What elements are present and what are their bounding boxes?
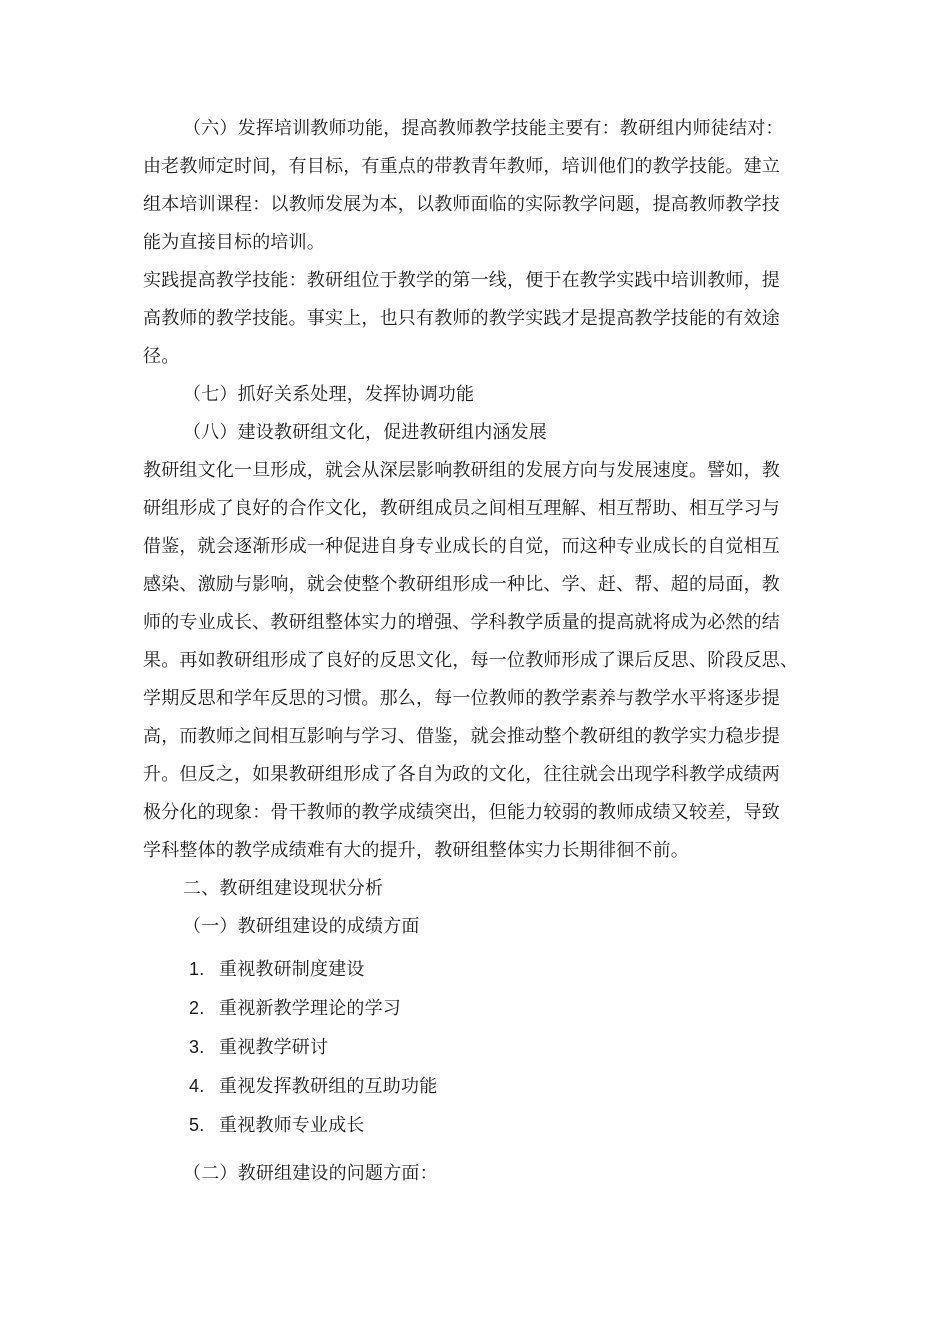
achievement-item bbox=[189, 957, 365, 982]
section7-heading: （七）抓好关系处理，发挥协调功能 bbox=[183, 384, 475, 405]
section8-line-10: 极分化的现象：骨干教师的教学成绩突出，但能力较弱的教师成绩又较差，导致 bbox=[143, 802, 780, 823]
section6-line-2: 组本培训课程：以教师发展为本，以教师面临的实际教学问题，提高教师教学技 bbox=[143, 194, 780, 215]
section8-line-6: 果。再如教研组形成了良好的反思文化，每一位教师形成了课后反思、阶段反思、 bbox=[143, 650, 799, 671]
section8-heading: （八）建设教研组文化，促进教研组内涵发展 bbox=[183, 422, 547, 443]
achievement-text: 重视教学研讨 bbox=[219, 1037, 329, 1058]
achievement-item bbox=[189, 1035, 328, 1060]
section8-line-11: 学科整体的教学成绩难有大的提升，教研组整体实力长期徘徊不前。 bbox=[143, 840, 689, 861]
section6-line-6: 径。 bbox=[143, 346, 180, 367]
achievement-number: 4. bbox=[189, 1076, 205, 1096]
achievement-text: 重视新教学理论的学习 bbox=[219, 998, 401, 1019]
achievement-item bbox=[189, 1074, 437, 1099]
section8-line-4: 感染、激励与影响，就会使整个教研组形成一种比、学、赶、帮、超的局面，教 bbox=[143, 574, 780, 595]
section8-line-8: 高，而教师之间相互影响与学习、借鉴，就会推动整个教研组的教学实力稳步提 bbox=[143, 726, 780, 747]
section6-line-4: 实践提高教学技能：教研组位于教学的第一线，便于在教学实践中培训教师，提 bbox=[143, 270, 780, 291]
achievement-number: 1. bbox=[189, 959, 205, 979]
section8-line-2: 研组形成了良好的合作文化，教研组成员之间相互理解、相互帮助、相互学习与 bbox=[143, 498, 780, 519]
section8-line-5: 师的专业成长、教研组整体实力的增强、学科教学质量的提高就将成为必然的结 bbox=[143, 612, 780, 633]
achievement-text: 重视教研制度建设 bbox=[219, 959, 365, 980]
achievement-number: 3. bbox=[189, 1037, 205, 1057]
achievement-text: 重视发挥教研组的互助功能 bbox=[219, 1076, 438, 1097]
section6-line-3: 能为直接目标的培训。 bbox=[143, 232, 325, 253]
achievement-number: 2. bbox=[189, 998, 205, 1018]
section6-heading: （六）发挥培训教师功能，提高教师教学技能主要有：教研组内师徒结对： bbox=[183, 118, 784, 139]
sub2-heading: （二）教研组建设的问题方面： bbox=[183, 1163, 438, 1184]
section6-line-1: 由老教师定时间，有目标，有重点的带教青年教师，培训他们的教学技能。建立 bbox=[143, 156, 780, 177]
section8-line-9: 升。但反之，如果教研组形成了各自为政的文化，往往就会出现学科教学成绩两 bbox=[143, 764, 780, 785]
sub1-heading: （一）教研组建设的成绩方面 bbox=[183, 916, 420, 937]
section8-line-7: 学期反思和学年反思的习惯。那么，每一位教师的教学素养与教学水平将逐步提 bbox=[143, 688, 780, 709]
achievement-number: 5. bbox=[189, 1115, 205, 1135]
section8-line-1: 教研组文化一旦形成，就会从深层影响教研组的发展方向与发展速度。譬如，教 bbox=[143, 460, 780, 481]
section6-line-5: 高教师的教学技能。事实上，也只有教师的教学实践才是提高教学技能的有效途 bbox=[143, 308, 780, 329]
achievement-item bbox=[189, 996, 401, 1021]
achievement-item bbox=[189, 1113, 365, 1138]
achievement-text: 重视教师专业成长 bbox=[219, 1115, 365, 1136]
section8-line-3: 借鉴，就会逐渐形成一种促进自身专业成长的自觉，而这种专业成长的自觉相互 bbox=[143, 536, 780, 557]
part2-heading: 二、教研组建设现状分析 bbox=[183, 878, 384, 899]
